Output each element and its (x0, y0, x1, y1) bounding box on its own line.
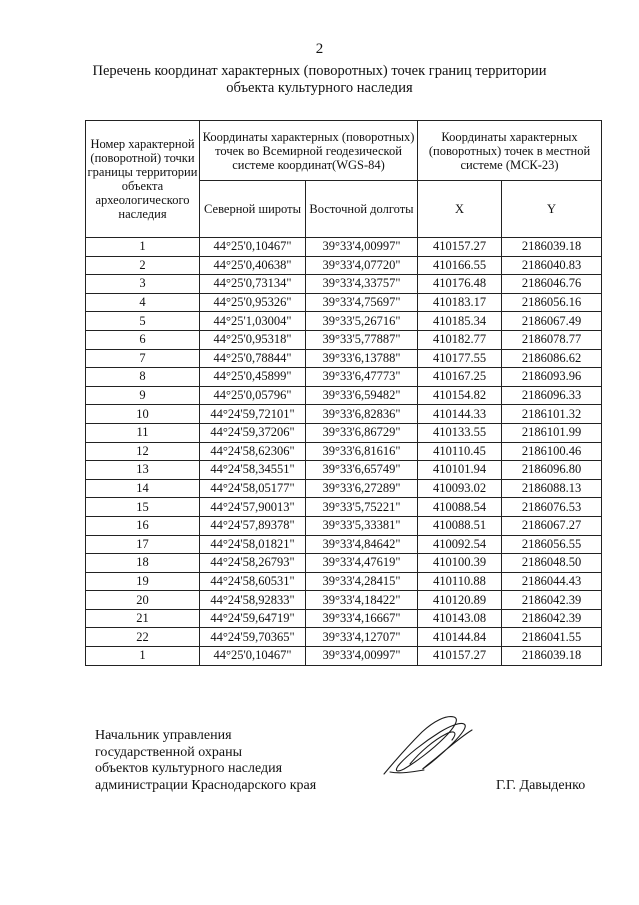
table-row (86, 293, 602, 312)
position-line-4: администрации Краснодарского края (95, 777, 317, 793)
cell-longitude: 39°33'6,65749" (306, 461, 418, 480)
cell-x: 410144.33 (418, 405, 502, 424)
cell-longitude: 39°33'5,26716" (306, 312, 418, 331)
cell-point: 15 (86, 498, 200, 517)
position-line-3: объектов культурного наследия (95, 761, 283, 776)
table-row (86, 591, 602, 610)
table-row (86, 312, 602, 331)
cell-point: 1 (86, 238, 200, 257)
table-row (86, 609, 602, 628)
cell-point: 12 (86, 442, 200, 461)
cell-latitude: 44°25'0,73134" (200, 275, 306, 294)
cell-point: 1 (86, 647, 200, 666)
cell-y: 2186067.27 (502, 516, 602, 535)
cell-longitude: 39°33'4,12707" (306, 628, 418, 647)
cell-y: 2186048.50 (502, 554, 602, 573)
cell-longitude: 39°33'4,00997" (306, 647, 418, 666)
cell-latitude: 44°25'0,05796" (200, 386, 306, 405)
cell-longitude: 39°33'4,75697" (306, 293, 418, 312)
cell-longitude: 39°33'6,13788" (306, 349, 418, 368)
cell-x: 410133.55 (418, 423, 502, 442)
cell-y: 2186096.33 (502, 386, 602, 405)
cell-point: 10 (86, 405, 200, 424)
cell-latitude: 44°25'0,45899" (200, 368, 306, 387)
cell-latitude: 44°25'0,78844" (200, 349, 306, 368)
cell-point: 2 (86, 256, 200, 275)
cell-y: 2186101.32 (502, 405, 602, 424)
signature-icon (380, 712, 480, 785)
cell-longitude: 39°33'5,75221" (306, 498, 418, 517)
cell-x: 410157.27 (418, 238, 502, 257)
cell-latitude: 44°25'1,03004" (200, 312, 306, 331)
header-y: Y (502, 181, 602, 238)
cell-y: 2186056.55 (502, 535, 602, 554)
cell-latitude: 44°24'58,34551" (200, 461, 306, 480)
table-row (86, 572, 602, 591)
cell-x: 410154.82 (418, 386, 502, 405)
signer-position (95, 728, 316, 794)
header-x: X (418, 181, 502, 238)
cell-y: 2186096.80 (502, 461, 602, 480)
cell-x: 410183.17 (418, 293, 502, 312)
cell-y: 2186040.83 (502, 256, 602, 275)
cell-latitude: 44°24'58,01821" (200, 535, 306, 554)
cell-longitude: 39°33'5,77887" (306, 330, 418, 349)
cell-y: 2186041.55 (502, 628, 602, 647)
cell-longitude: 39°33'6,47773" (306, 368, 418, 387)
cell-y: 2186067.49 (502, 312, 602, 331)
page-number: 2 (315, 41, 324, 57)
cell-y: 2186086.62 (502, 349, 602, 368)
title-line-1: Перечень координат характерных (поворотных) точек границ территории (92, 63, 547, 79)
cell-longitude: 39°33'4,00997" (306, 238, 418, 257)
table-row (86, 479, 602, 498)
cell-x: 410182.77 (418, 330, 502, 349)
cell-latitude: 44°24'58,05177" (200, 479, 306, 498)
cell-longitude: 39°33'5,33381" (306, 516, 418, 535)
cell-y: 2186042.39 (502, 591, 602, 610)
cell-latitude: 44°25'0,10467" (200, 647, 306, 666)
document-title (60, 63, 579, 97)
position-line-1: Начальник управления (95, 728, 232, 743)
cell-latitude: 44°24'58,62306" (200, 442, 306, 461)
cell-point: 7 (86, 349, 200, 368)
cell-y: 2186101.99 (502, 423, 602, 442)
cell-point: 16 (86, 516, 200, 535)
cell-x: 410144.84 (418, 628, 502, 647)
table-row (86, 535, 602, 554)
cell-point: 21 (86, 609, 200, 628)
cell-y: 2186039.18 (502, 238, 602, 257)
table-row (86, 386, 602, 405)
table-row (86, 405, 602, 424)
cell-latitude: 44°24'59,37206" (200, 423, 306, 442)
cell-point: 5 (86, 312, 200, 331)
title-line-2: объекта культурного наследия (226, 80, 413, 96)
cell-latitude: 44°25'0,95318" (200, 330, 306, 349)
cell-latitude: 44°24'58,92833" (200, 591, 306, 610)
cell-y: 2186039.18 (502, 647, 602, 666)
cell-y: 2186044.43 (502, 572, 602, 591)
cell-x: 410166.55 (418, 256, 502, 275)
cell-point: 9 (86, 386, 200, 405)
header-longitude: Восточной долготы (306, 181, 418, 238)
cell-point: 6 (86, 330, 200, 349)
cell-longitude: 39°33'4,18422" (306, 591, 418, 610)
cell-longitude: 39°33'4,84642" (306, 535, 418, 554)
cell-x: 410120.89 (418, 591, 502, 610)
table-row (86, 516, 602, 535)
table-row (86, 628, 602, 647)
cell-y: 2186093.96 (502, 368, 602, 387)
cell-latitude: 44°24'59,72101" (200, 405, 306, 424)
cell-point: 14 (86, 479, 200, 498)
table-row (86, 256, 602, 275)
cell-longitude: 39°33'4,47619" (306, 554, 418, 573)
position-line-2: государственной охраны (95, 744, 243, 760)
cell-y: 2186088.13 (502, 479, 602, 498)
cell-latitude: 44°24'58,26793" (200, 554, 306, 573)
cell-latitude: 44°25'0,95326" (200, 293, 306, 312)
cell-x: 410143.08 (418, 609, 502, 628)
header-latitude: Северной широты (200, 181, 306, 238)
cell-longitude: 39°33'4,16667" (306, 609, 418, 628)
cell-point: 4 (86, 293, 200, 312)
table-row (86, 423, 602, 442)
cell-x: 410100.39 (418, 554, 502, 573)
header-msk23: Координаты характерных (поворотных) точек в местной системе (МСК-23) (418, 121, 602, 181)
cell-x: 410157.27 (418, 647, 502, 666)
cell-x: 410176.48 (418, 275, 502, 294)
cell-point: 20 (86, 591, 200, 610)
table-row (86, 238, 602, 257)
cell-point: 17 (86, 535, 200, 554)
cell-x: 410177.55 (418, 349, 502, 368)
table-row (86, 349, 602, 368)
cell-latitude: 44°24'58,60531" (200, 572, 306, 591)
table-row (86, 554, 602, 573)
cell-longitude: 39°33'4,07720" (306, 256, 418, 275)
cell-point: 11 (86, 423, 200, 442)
cell-x: 410101.94 (418, 461, 502, 480)
cell-point: 18 (86, 554, 200, 573)
signer-name: Г.Г. Давыденко (496, 778, 586, 793)
table-body (86, 238, 602, 666)
table-row (86, 647, 602, 666)
table-row (86, 498, 602, 517)
table-row (86, 461, 602, 480)
table-row (86, 330, 602, 349)
cell-x: 410092.54 (418, 535, 502, 554)
cell-x: 410088.54 (418, 498, 502, 517)
table-row (86, 442, 602, 461)
cell-latitude: 44°24'57,89378" (200, 516, 306, 535)
cell-x: 410093.02 (418, 479, 502, 498)
cell-latitude: 44°24'57,90013" (200, 498, 306, 517)
cell-point: 13 (86, 461, 200, 480)
cell-y: 2186046.76 (502, 275, 602, 294)
cell-x: 410088.51 (418, 516, 502, 535)
cell-latitude: 44°25'0,40638" (200, 256, 306, 275)
cell-longitude: 39°33'4,28415" (306, 572, 418, 591)
cell-latitude: 44°24'59,64719" (200, 609, 306, 628)
cell-longitude: 39°33'6,86729" (306, 423, 418, 442)
cell-point: 8 (86, 368, 200, 387)
cell-longitude: 39°33'6,27289" (306, 479, 418, 498)
cell-y: 2186042.39 (502, 609, 602, 628)
cell-x: 410110.45 (418, 442, 502, 461)
cell-latitude: 44°25'0,10467" (200, 238, 306, 257)
cell-longitude: 39°33'6,81616" (306, 442, 418, 461)
cell-latitude: 44°24'59,70365" (200, 628, 306, 647)
cell-y: 2186076.53 (502, 498, 602, 517)
cell-longitude: 39°33'4,33757" (306, 275, 418, 294)
cell-x: 410185.34 (418, 312, 502, 331)
cell-y: 2186100.46 (502, 442, 602, 461)
cell-y: 2186056.16 (502, 293, 602, 312)
cell-y: 2186078.77 (502, 330, 602, 349)
cell-longitude: 39°33'6,82836" (306, 405, 418, 424)
header-point-number: Номер характерной (поворотной) точки границы территории объекта археологического наследия (86, 121, 200, 238)
cell-longitude: 39°33'6,59482" (306, 386, 418, 405)
header-wgs84: Координаты характерных (поворотных) точек во Всемирной геодезической системе координат(WGS-84) (200, 121, 418, 181)
cell-point: 3 (86, 275, 200, 294)
cell-point: 19 (86, 572, 200, 591)
cell-x: 410167.25 (418, 368, 502, 387)
cell-x: 410110.88 (418, 572, 502, 591)
coordinates-table (85, 120, 602, 666)
cell-point: 22 (86, 628, 200, 647)
table-row (86, 275, 602, 294)
table-row (86, 368, 602, 387)
